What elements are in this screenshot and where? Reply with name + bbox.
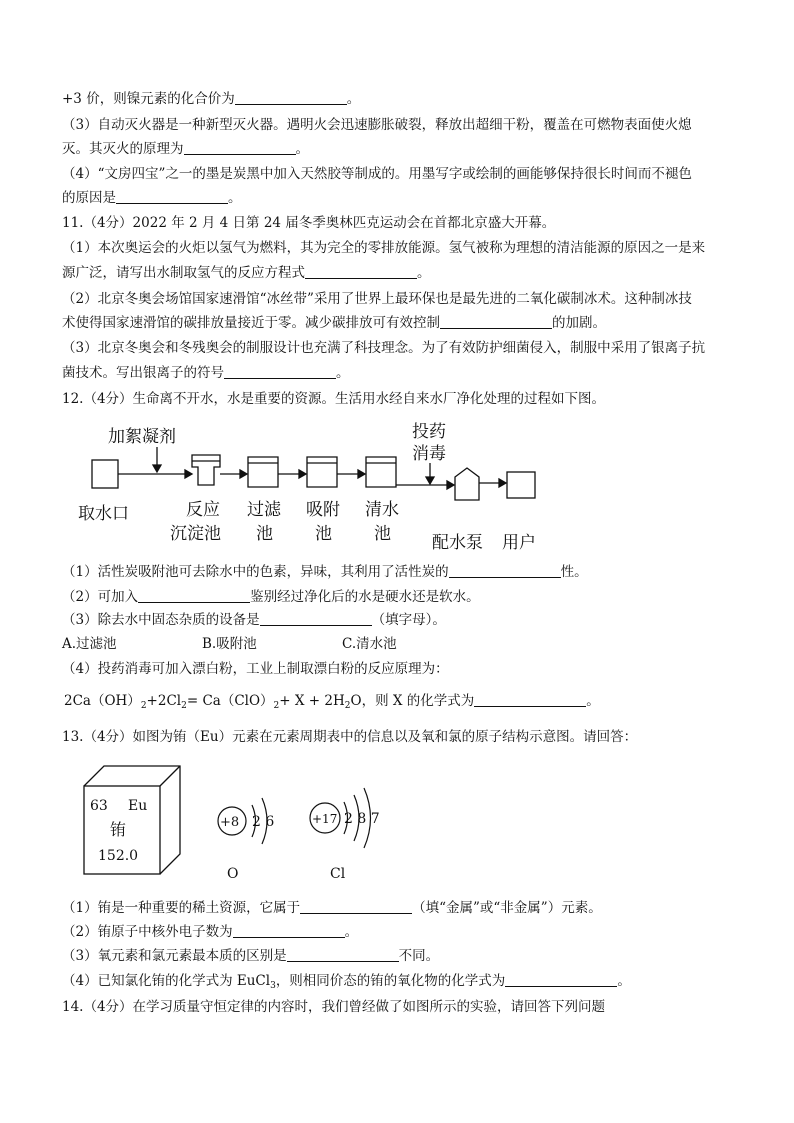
answer-blank[interactable] <box>224 364 336 379</box>
q11-part2-line1: （2）北京冬奥会场馆国家速滑馆“冰丝带”采用了世界上最环保也是最先进的二氧化碳制冰术。这种制冰技 <box>62 291 692 307</box>
option-a[interactable]: A.过滤池 <box>62 636 117 652</box>
q10-part3-line1: （3）自动灭火器是一种新型灭火器。遇明火会迅速膨胀破裂，释放出超细干粉，覆盖在可燃物表面使火熄 <box>62 117 692 133</box>
q11-part3-line2: 菌技术。写出银离子的符号 。 <box>62 365 350 381</box>
q12-part2: （2）可加入 鉴别经过净化后的水是硬水还是软水。 <box>62 589 480 605</box>
water-treatment-diagram <box>62 415 562 555</box>
pump-station <box>455 468 479 500</box>
q10-part4-line2: 的原因是 。 <box>62 190 242 206</box>
label-coagulant: 加絮凝剂 <box>108 427 176 447</box>
option-c[interactable]: C.清水池 <box>342 636 397 652</box>
q12-stem: 12.（4分）生命离不开水，水是重要的资源。生活用水经自来水厂净化处理的过程如下图。 <box>62 391 606 407</box>
answer-blank[interactable] <box>260 611 372 626</box>
element-structure-figure <box>62 758 402 888</box>
q11-part3-line1: （3）北京冬奥会和冬残奥会的制服设计也充满了科技理念。为了有效防护细菌侵入，制服中采用了银离子抗 <box>62 340 706 356</box>
clear-water-tank <box>366 457 396 487</box>
q13-part1: （1）铕是一种重要的稀土资源，它属于 （填“金属”或“非金属”）元素。 <box>62 900 602 916</box>
option-b[interactable]: B.吸附池 <box>202 636 257 652</box>
label-disinfect-1: 投药 <box>412 422 446 442</box>
q12-options <box>62 634 397 654</box>
oxygen-label: O <box>227 866 239 882</box>
q10-part4-line1: （4）“文房四宝”之一的墨是炭黑中加入天然胶等制成的。用墨写字或绘制的画能够保持很长时间而不褪色 <box>62 166 692 182</box>
q13-part2: （2）铕原子中核外电子数为 。 <box>62 924 359 940</box>
q13-stem: 13.（4分）如图为铕（Eu）元素在元素周期表中的信息以及氧和氯的原子结构示意图。请回答： <box>62 729 638 745</box>
answer-blank[interactable] <box>440 314 552 329</box>
q12-part1: （1）活性炭吸附池可去除水中的色素，异味，其利用了活性炭的 性。 <box>62 564 588 580</box>
answer-blank[interactable] <box>116 189 228 204</box>
answer-blank[interactable] <box>505 972 617 987</box>
chlorine-shells: 2 8 7 <box>344 811 380 827</box>
answer-blank[interactable] <box>300 899 412 914</box>
q11-part2-line2: 术使得国家速滑馆的碳排放量接近于零。减少碳排放可有效控制 的加剧。 <box>62 315 606 331</box>
chlorine-nucleus: +17 <box>312 812 338 826</box>
answer-blank[interactable] <box>449 563 561 578</box>
label-filter-2: 池 <box>256 524 273 544</box>
answer-blank[interactable] <box>184 140 296 155</box>
label-reaction-1: 反应 <box>186 500 220 520</box>
q11-part1-line2: 源广泛，请写出水制取氢气的反应方程式 。 <box>62 265 431 281</box>
label-clear-1: 清水 <box>365 500 399 520</box>
answer-blank[interactable] <box>233 923 345 938</box>
label-adsorb-2: 池 <box>315 524 332 544</box>
chlorine-label: Cl <box>330 866 346 882</box>
label-filter-1: 过滤 <box>247 500 281 520</box>
q10-part3-line2: 灭。其灭火的原理为 。 <box>62 141 309 157</box>
label-intake: 取水口 <box>78 504 129 524</box>
label-adsorb-1: 吸附 <box>306 500 340 520</box>
adsorption-tank <box>307 457 337 487</box>
intake-box <box>92 460 118 488</box>
atomic-mass: 152.0 <box>98 848 139 864</box>
filter-tank <box>248 457 278 487</box>
q13-part3: （3）氧元素和氯元素最本质的区别是 不同。 <box>62 948 440 964</box>
oxygen-shells: 2 6 <box>252 814 275 830</box>
answer-blank[interactable] <box>235 90 347 105</box>
q14-stem: 14.（4分）在学习质量守恒定律的内容时，我们曾经做了如图所示的实验，请回答下列问题 <box>62 999 606 1015</box>
q11-stem: 11.（4分）2022 年 2 月 4 日第 24 届冬季奥林匹克运动会在首都北京盛大开幕。 <box>62 215 556 231</box>
answer-blank[interactable] <box>138 588 250 603</box>
q12-part3: （3）除去水中固态杂质的设备是 （填字母）。 <box>62 612 446 628</box>
q12-part4-line1: （4）投药消毒可加入漂白粉，工业上制取漂白粉的反应原理为： <box>62 661 449 677</box>
answer-blank[interactable] <box>287 947 399 962</box>
label-disinfect-2: 消毒 <box>412 444 446 464</box>
user-box <box>507 472 535 498</box>
answer-blank[interactable] <box>305 264 417 279</box>
element-symbol: Eu <box>128 798 148 814</box>
reaction-tank <box>192 455 220 485</box>
q13-part4: （4）已知氯化铕的化学式为 EuCl$_3$，则相同价态的铕的氧化物的化学式为 。 <box>62 973 631 991</box>
element-name: 铕 <box>110 820 127 839</box>
q12-equation-line: $2Ca(OH)_2+2Cl_2= Ca(ClO)_2+ X + 2H_2O$，则 X 的化学式为 。 <box>64 693 600 711</box>
label-user: 用户 <box>502 533 536 553</box>
answer-blank[interactable] <box>474 692 586 707</box>
atomic-number: 63 <box>90 798 108 814</box>
oxygen-nucleus: +8 <box>220 815 240 830</box>
label-reaction-2: 沉淀池 <box>170 524 221 544</box>
q10-line-valence: +3 价，则镍元素的化合价为 。 <box>62 91 361 107</box>
label-pump: 配水泵 <box>432 533 483 553</box>
label-clear-2: 池 <box>374 524 391 544</box>
q11-part1-line1: （1）本次奥运会的火炬以氢气为燃料，其为完全的零排放能源。氢气被称为理想的清洁能源的原因之一是来 <box>62 240 706 256</box>
